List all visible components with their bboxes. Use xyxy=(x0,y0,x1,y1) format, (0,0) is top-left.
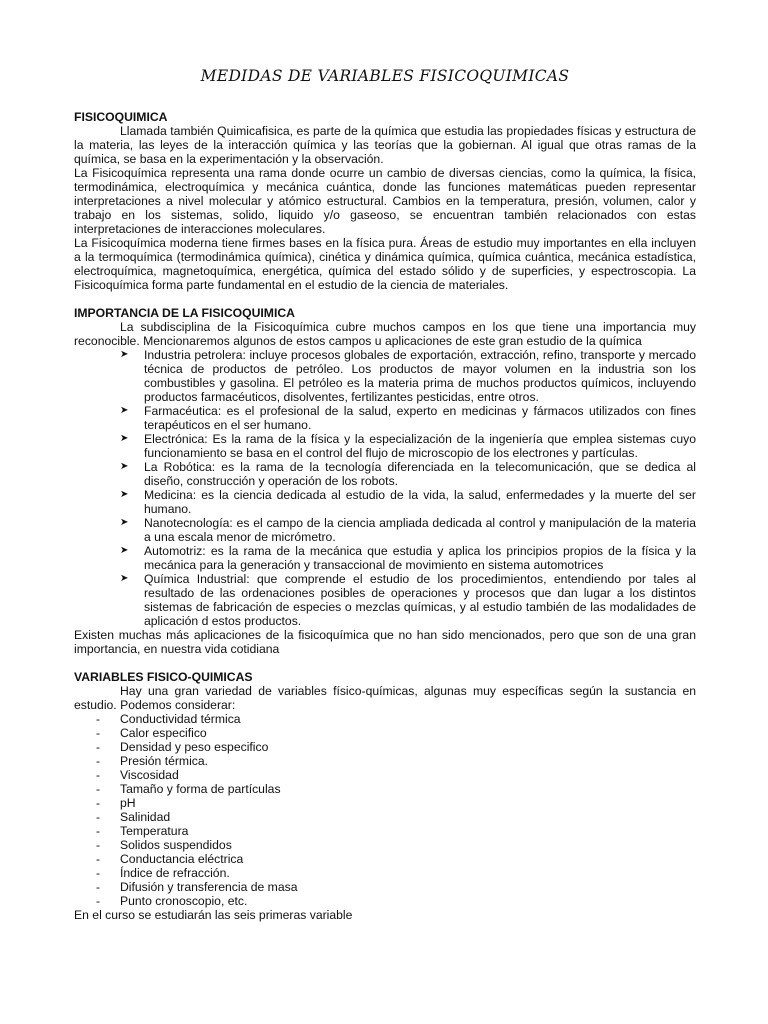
list-item: - Viscosidad xyxy=(96,768,179,782)
dash-bullet: - xyxy=(96,852,101,866)
dash-bullet: - xyxy=(96,726,101,740)
dash-bullet: - xyxy=(96,810,101,824)
list-item: - Salinidad xyxy=(96,810,171,824)
paragraph: En el curso se estudiarán las seis primeras variable xyxy=(74,908,353,922)
arrow-bullet-icon: ➤ xyxy=(120,405,129,416)
variables-list xyxy=(74,712,696,908)
paragraph: La Fisicoquímica representa una rama donde ocurre un cambio de diversas ciencias, como la química, la física, termodinámica, electroquímica y mecánica cuántica, donde las funciones matemáticas pueden representar interpretaciones a nivel molecular y atómico estructural. Cambios en la temperatura, presión, volumen, calor y trabajo en los sistemas, solido, liquido y/o gaseoso, se encuentran también relacionados con estas interpretaciones de interacciones moleculares. xyxy=(74,166,696,236)
dash-bullet: - xyxy=(96,838,101,852)
list-item: - Densidad y peso especifico xyxy=(96,740,269,754)
arrow-bullet-icon: ➤ xyxy=(120,573,129,584)
dash-bullet: - xyxy=(96,712,101,726)
arrow-bullet-icon: ➤ xyxy=(120,349,129,360)
dash-bullet: - xyxy=(96,824,101,838)
list-item: - Presión térmica. xyxy=(96,754,209,768)
list-item: ➤ Automotriz: es la rama de la mecánica que estudia y aplica los principios propios de la física y la mecánica para la generación y transaccional de movimiento en sistema automotrices xyxy=(120,544,696,572)
list-item: - Punto cronoscopio, etc. xyxy=(96,894,248,908)
arrow-bullet-icon: ➤ xyxy=(120,461,129,472)
paragraph: La subdisciplina de la Fisicoquímica cubre muchos campos en los que tiene una importancia muy reconocible. Mencionaremos algunos de estos campos u aplicaciones de este gran estudio de la química xyxy=(74,320,696,348)
list-item: ➤ Medicina: es la ciencia dedicada al estudio de la vida, la salud, enfermedades y la muerte del ser humano. xyxy=(120,488,696,516)
dash-bullet: - xyxy=(96,768,101,782)
dash-bullet: - xyxy=(96,754,101,768)
list-item: - Conductancia eléctrica xyxy=(96,852,244,866)
list-item: ➤ Química Industrial: que comprende el estudio de los procedimientos, entendiendo por tales al resultado de las ordenaciones posibles de operaciones y procesos que dan lugar a los distintos sistemas de fabricación de especies o mezclas químicas, y al estudio también de las modalidades de aplicación d estos productos. xyxy=(120,572,696,628)
section-heading: IMPORTANCIA DE LA FISICOQUIMICA xyxy=(74,306,295,320)
arrow-bullet-icon: ➤ xyxy=(120,433,129,444)
dash-bullet: - xyxy=(96,740,101,754)
list-item: ➤ Electrónica: Es la rama de la física y la especialización de la ingeniería que emplea sistemas cuyo funcionamiento se basa en el control del flujo de microscopio de los electrones y partículas. xyxy=(120,432,696,460)
list-item: ➤ Farmacéutica: es el profesional de la salud, experto en medicinas y fármacos utilizados con fines terapéuticos en el ser humano. xyxy=(120,404,696,432)
arrow-bullet-icon: ➤ xyxy=(120,545,129,556)
dash-bullet: - xyxy=(96,796,101,810)
section-variables xyxy=(74,670,696,922)
list-item: - Calor especifico xyxy=(96,726,207,740)
list-item: ➤ Industria petrolera: incluye procesos globales de exportación, extracción, refino, transporte y mercado técnica de productos de petróleo. Los productos de mayor volumen en la industria son los combustibles y gasolina. El petróleo es la materia prima de muchos productos químicos, incluyendo productos farmacéuticos, disolventes, fertilizantes pesticidas, entre otros. xyxy=(120,348,696,404)
paragraph: Existen muchas más aplicaciones de la fisicoquímica que no han sido mencionados, pero que son de una gran importancia, en nuestra vida cotidiana xyxy=(74,628,696,656)
arrow-bullet-icon: ➤ xyxy=(120,517,129,528)
section-fisicoquimica xyxy=(74,110,696,292)
list-item: ➤ Nanotecnología: es el campo de la ciencia ampliada dedicada al control y manipulación de la materia a una escala menor de micrómetro. xyxy=(120,516,696,544)
document-title: MEDIDAS DE VARIABLES FISICOQUIMICAS xyxy=(200,67,570,85)
section-heading: FISICOQUIMICA xyxy=(74,110,168,124)
list-item: - Tamaño y forma de partículas xyxy=(96,782,281,796)
dash-bullet: - xyxy=(96,782,101,796)
section-heading: VARIABLES FISICO-QUIMICAS xyxy=(74,670,253,684)
arrow-bullet-icon: ➤ xyxy=(120,489,129,500)
dash-bullet: - xyxy=(96,894,101,908)
dash-bullet: - xyxy=(96,880,101,894)
list-item: - pH xyxy=(96,796,136,810)
paragraph: Llamada también Quimicafisica, es parte de la química que estudia las propiedades físicas y estructura de la materia, las leyes de la interacción química y las teorías que la gobiernan. Al igual que otras ramas de la química, se basa en la experimentación y la observación. xyxy=(74,124,696,166)
paragraph: Hay una gran variedad de variables físico-químicas, algunas muy específicas según la sustancia en estudio. Podemos considerar: xyxy=(74,684,696,712)
dash-bullet: - xyxy=(96,866,101,880)
section-importancia xyxy=(74,306,696,656)
applications-list xyxy=(74,348,696,628)
list-item: - Conductividad térmica xyxy=(96,712,241,726)
list-item: ➤ La Robótica: es la rama de la tecnología diferenciada en la telecomunicación, que se dedica al diseño, construcción y operación de los robots. xyxy=(120,460,696,488)
list-item: - Difusión y transferencia de masa xyxy=(96,880,298,894)
paragraph: La Fisicoquímica moderna tiene firmes bases en la física pura. Áreas de estudio muy importantes en ella incluyen a la termoquímica (termodinámica química), cinética y dinámica química, química cuántica, mecánica estadística, electroquímica, magnetoquímica, energética, química del estado sólido y de superficies, y espectroscopia. La Fisicoquímica forma parte fundamental en el estudio de la ciencia de materiales. xyxy=(74,236,696,292)
list-item: - Solidos suspendidos xyxy=(96,838,232,852)
list-item: - Índice de refracción. xyxy=(96,866,230,880)
list-item: - Temperatura xyxy=(96,824,189,838)
